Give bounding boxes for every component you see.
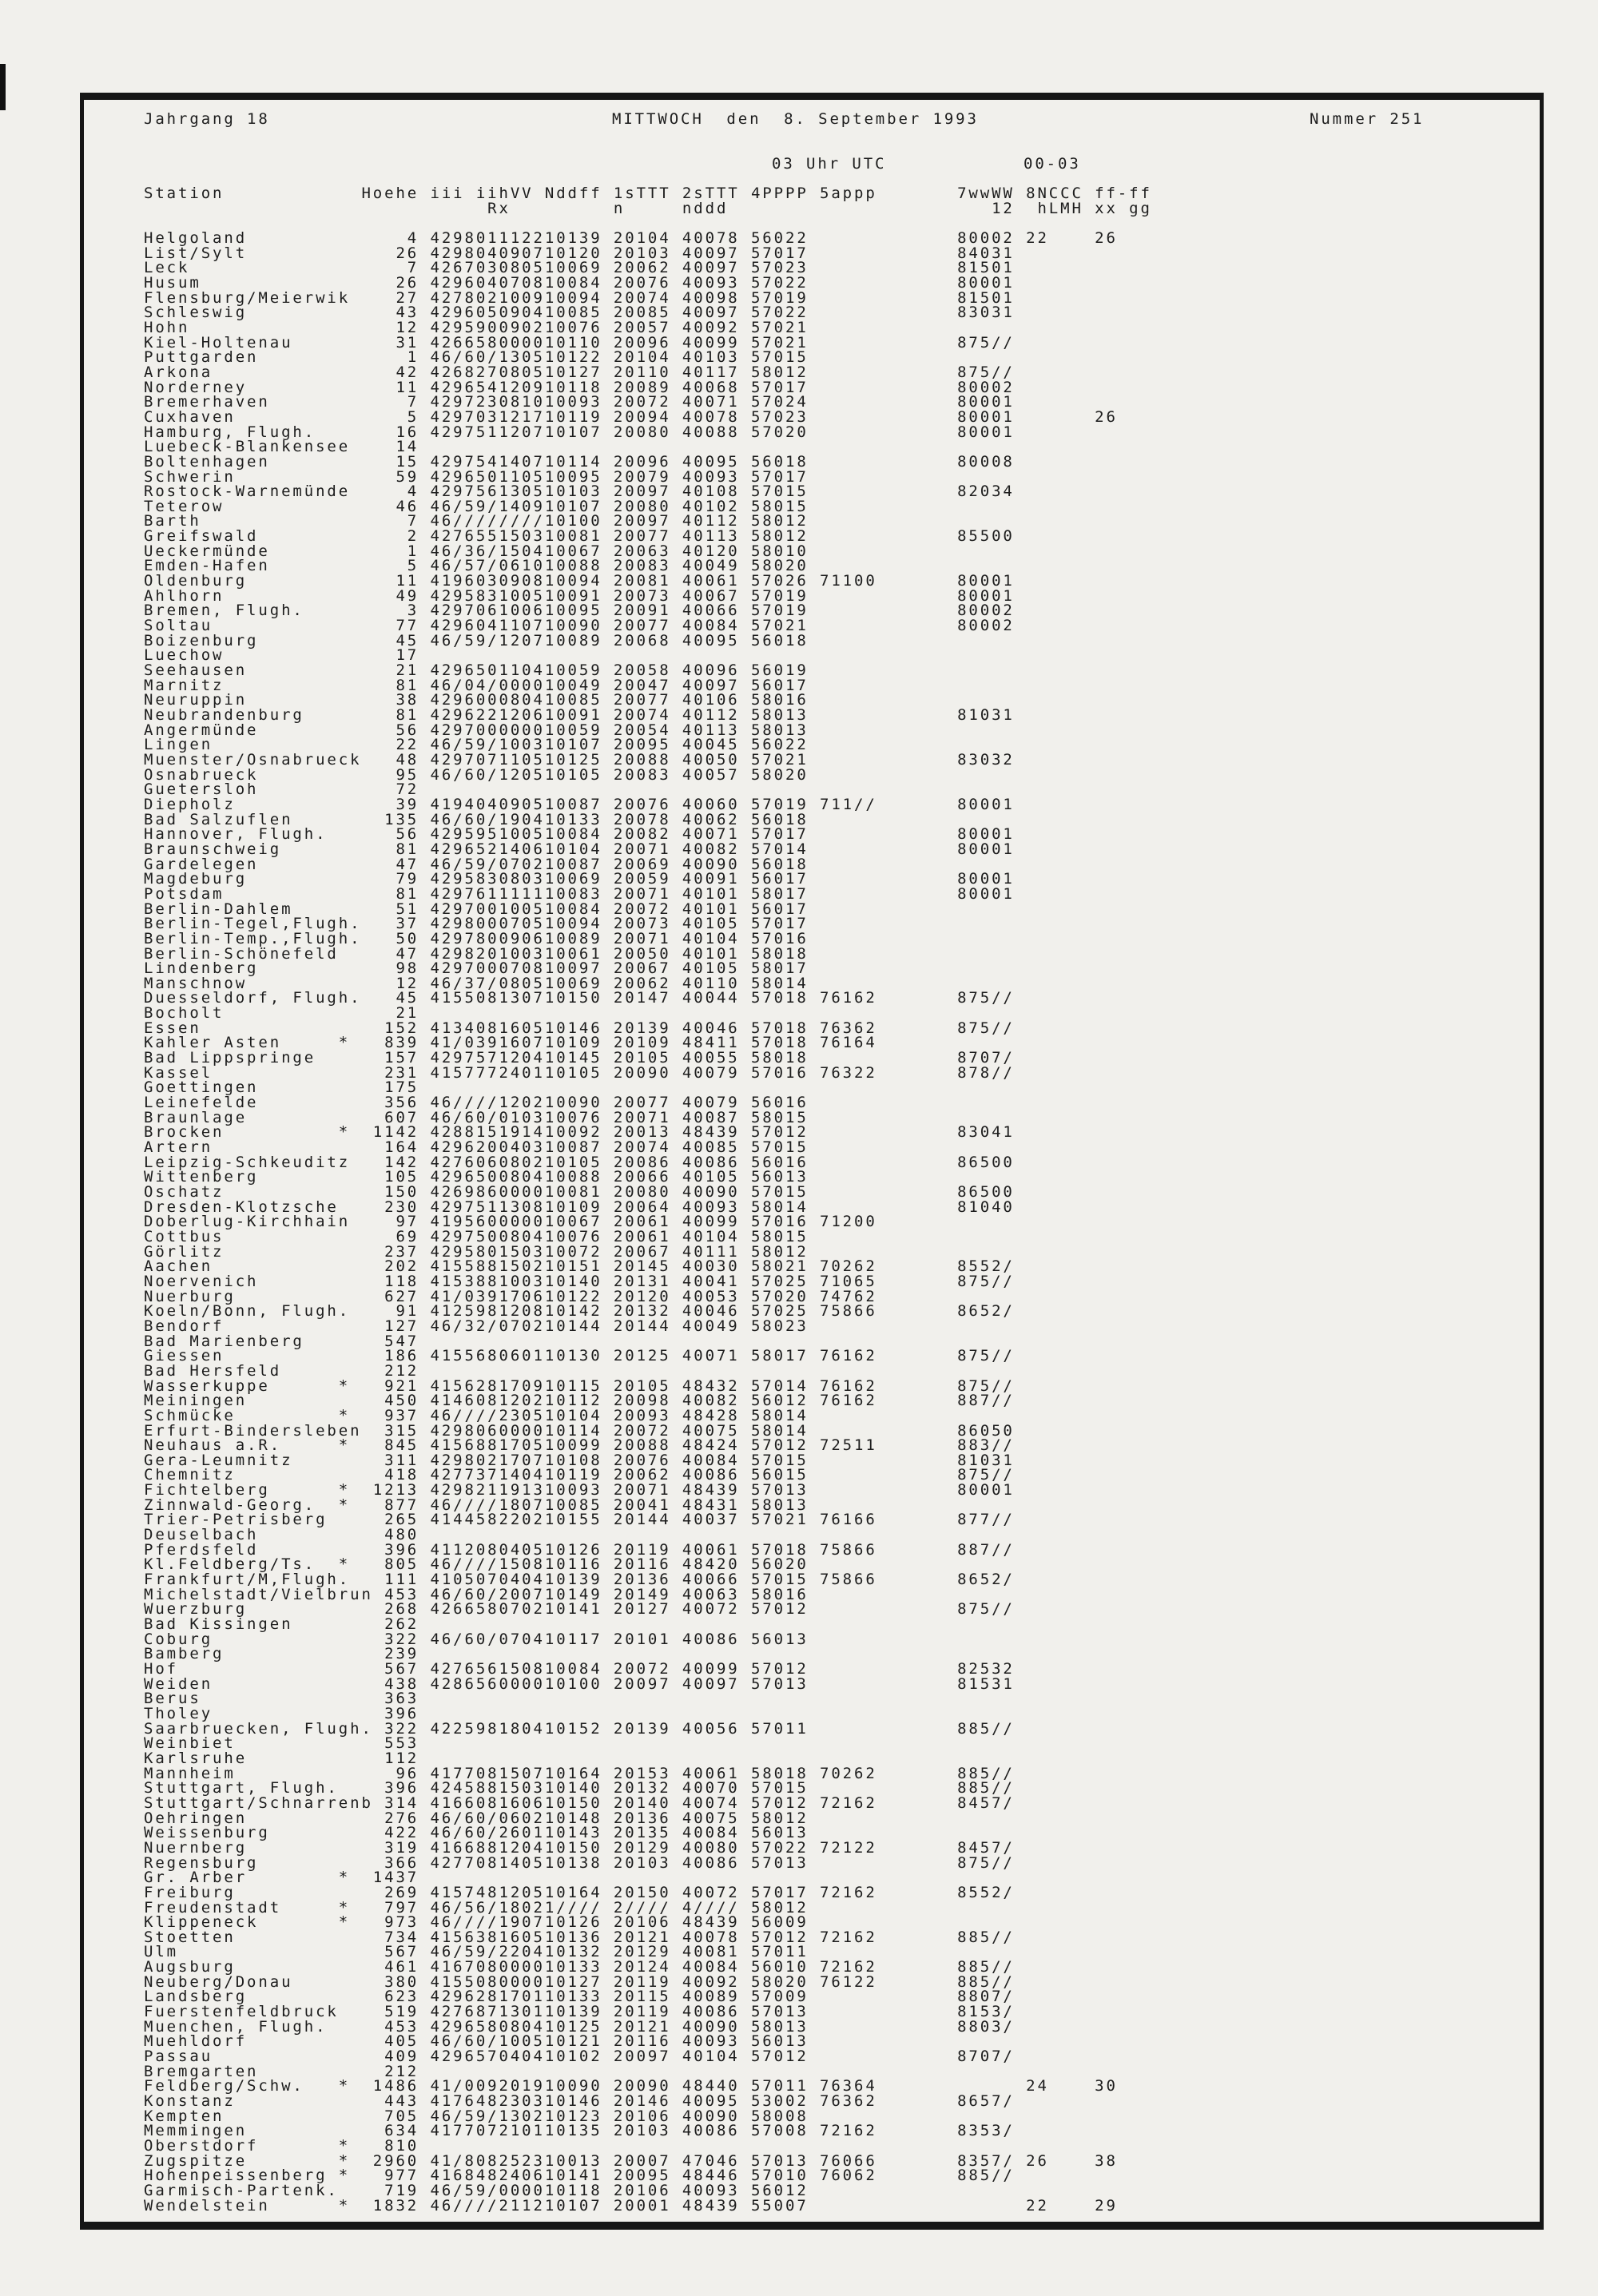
station-row: Goettingen 175: [144, 1078, 419, 1097]
station-row: Stuttgart/Schnarrenb 314 416608160610150 20140 40074 57012 72162 8457/: [144, 1794, 1015, 1812]
station-row: Schmücke * 937 46////230510104 20093 48428 58014: [144, 1406, 809, 1424]
station-row: Giessen 186 415568060110130 20125 40071 58017 76162 875//: [144, 1347, 1015, 1365]
journal-volume: Jahrgang 18: [144, 110, 270, 128]
station-row: Cottbus 69 429750080410076 20061 40104 58015: [144, 1227, 809, 1245]
station-row: Brocken * 1142 428815191410092 20013 48439 57012 83041: [144, 1123, 1015, 1142]
station-row: Hohn 12 429590090210076 20057 40092 57021: [144, 318, 809, 336]
station-row: Flensburg/Meierwik 27 427802100910094 20074 40098 57019 81501: [144, 288, 1015, 307]
station-row: Kassel 231 415777240110105 20090 40079 57016 76322 878//: [144, 1063, 1015, 1082]
station-row: Wuerzburg 268 426658070210141 20127 40072 57012 875//: [144, 1600, 1015, 1619]
station-row: Aachen 202 415588150210151 20145 40030 58021 70262 8552/: [144, 1257, 1015, 1276]
issue-number: Nummer 251: [1310, 110, 1425, 128]
station-row: Rostock-Warnemünde 4 429756130510103 20097 40108 57015 82034: [144, 483, 1015, 501]
station-row: Regensburg 366 427708140510138 20103 40086 57013 875//: [144, 1853, 1015, 1872]
station-row: Barth 7 46////////10100 20097 40112 58012: [144, 512, 809, 530]
station-row: Stoetten 734 415638160510136 20121 40078 57012 72162 885//: [144, 1928, 1015, 1946]
station-row: Puttgarden 1 46/60/130510122 20104 40103 57015: [144, 348, 809, 367]
station-row: Greifswald 2 427655150310081 20077 40113 58012 85500: [144, 527, 1015, 546]
station-row: Seehausen 21 429650110410059 20058 40096 56019: [144, 661, 809, 680]
station-row: Klippeneck * 973 46////190710126 20106 48439 56009: [144, 1913, 809, 1932]
station-row: Chemnitz 418 427737140410119 20062 40086 56015 875//: [144, 1466, 1015, 1484]
station-row: Oehringen 276 46/60/060210148 20136 40075 58012: [144, 1809, 809, 1827]
station-row: Weiden 438 428656000010100 20097 40097 57013 81531: [144, 1674, 1015, 1693]
station-row: Neuruppin 38 429600080410085 20077 40106 58016: [144, 691, 809, 709]
station-row: Berlin-Tegel,Flugh. 37 429800070510094 20073 40105 57017: [144, 915, 809, 933]
station-row: Stuttgart, Flugh. 396 424588150310140 20132 40070 57015 885//: [144, 1779, 1015, 1797]
station-row: Meiningen 450 414608120210112 20098 40082 56012 76162 887//: [144, 1392, 1015, 1410]
station-row: Wittenberg 105 429650080410088 20066 40105 56013: [144, 1168, 809, 1186]
issue-date: MITTWOCH den 8. September 1993: [612, 110, 979, 128]
station-row: Berlin-Temp.,Flugh. 50 429780090610089 20071 40104 57016: [144, 929, 809, 947]
station-row: Muenchen, Flugh. 453 429658080410125 20121 40090 58013 8803/: [144, 2017, 1015, 2036]
station-row: Freudenstadt * 797 46/56/18021//// 2//// 4//// 58012: [144, 1898, 809, 1917]
station-row: List/Sylt 26 429804090710120 20103 40097 57017 84031: [144, 244, 1015, 262]
scan-edge-artifact: [0, 64, 6, 110]
station-row: Lindenberg 98 429700070810097 20067 40105 58017: [144, 959, 809, 978]
station-row: Zinnwald-Georg. * 877 46////180710085 20041 48431 58013: [144, 1496, 809, 1514]
station-row: Saarbruecken, Flugh. 322 422598180410152 20139 40056 57011 885//: [144, 1719, 1015, 1738]
station-table: [144, 231, 1118, 2213]
station-row: Nuernberg 319 416688120410150 20129 40080 57022 72122 8457/: [144, 1838, 1015, 1857]
station-row: Coburg 322 46/60/070410117 20101 40086 56013: [144, 1630, 809, 1648]
station-row: Bad Lippspringe 157 429757120410145 20105 40055 58018 8707/: [144, 1049, 1015, 1067]
station-row: Hof 567 427656150810084 20072 40099 57012 82532: [144, 1660, 1015, 1678]
station-row: Trier-Petrisberg 265 414458220210155 20144 40037 57021 76166 877//: [144, 1511, 1015, 1529]
table-subheader-row: Rx n nddd 12 hLMH xx gg: [144, 200, 1152, 217]
station-row: Neuberg/Donau 380 415508000010127 20119 40092 58020 76122 885//: [144, 1972, 1015, 1991]
station-row: Norderney 11 429654120910118 20089 40068 57017 80002: [144, 378, 1015, 396]
station-row: Gr. Arber * 1437: [144, 1869, 419, 1887]
station-row: Frankfurt/M,Flugh. 111 410507040410139 20136 40066 57015 75866 8652/: [144, 1571, 1015, 1589]
station-row: Michelstadt/Vielbrun 453 46/60/200710149 20149 40063 58016: [144, 1585, 809, 1603]
station-row: Muenster/Osnabrueck 48 429707110510125 20088 40050 57021 83032: [144, 750, 1015, 769]
station-row: Schwerin 59 429650110510095 20079 40093 57017: [144, 467, 809, 486]
station-row: Augsburg 461 416708000010133 20124 40084 56010 72162 885//: [144, 1958, 1015, 1976]
station-row: Kempten 705 46/59/130210123 20106 40090 58008: [144, 2107, 809, 2125]
station-row: Pferdsfeld 396 411208040510126 20119 40061 57018 75866 887//: [144, 1540, 1015, 1559]
station-row: Nuerburg 627 41/039170610122 20120 40053 57020 74762: [144, 1287, 877, 1305]
station-row: Fuerstenfeldbruck 519 427687130110139 20119 40086 57013 8153/: [144, 2003, 1015, 2021]
station-row: Kl.Feldberg/Ts. * 805 46////150810116 20116 48420 56020: [144, 1555, 809, 1574]
station-row: Bad Hersfeld 212: [144, 1361, 419, 1380]
station-row: Oschatz 150 426986000010081 20080 40090 57015 86500: [144, 1183, 1015, 1201]
station-row: Bad Salzuflen 135 46/60/190410133 20078 40062 56018: [144, 810, 809, 828]
station-row: Luechow 17: [144, 646, 419, 665]
station-row: Leck 7 426703080510069 20062 40097 57023 81501: [144, 259, 1015, 277]
station-row: Görlitz 237 429580150310072 20067 40111 58012: [144, 1242, 809, 1261]
station-row: Ulm 567 46/59/220410132 20129 40081 57011: [144, 1943, 809, 1961]
observation-time-label: 03 Uhr UTC: [772, 155, 887, 173]
station-row: Angermünde 56 429700000010059 20054 40113 58013: [144, 721, 809, 739]
station-row: Diepholz 39 419404090510087 20076 40060 57019 711// 80001: [144, 795, 1015, 813]
station-row: Koeln/Bonn, Flugh. 91 412598120810142 20132 40046 57025 75866 8652/: [144, 1302, 1015, 1321]
station-row: Marnitz 81 46/04/000010049 20047 40097 56017: [144, 676, 809, 694]
station-row: Lingen 22 46/59/100310107 20095 40045 56022: [144, 736, 809, 754]
station-row: Kiel-Holtenau 31 426658000010110 20096 40099 57021 875//: [144, 333, 1015, 352]
station-row: Oberstdorf * 810: [144, 2137, 419, 2155]
station-row: Arkona 42 426827080510127 20110 40117 58012 875//: [144, 363, 1015, 381]
station-row: Braunlage 607 46/60/010310076 20071 40087 58015: [144, 1108, 809, 1126]
station-row: Mannheim 96 417708150710164 20153 40061 58018 70262 885//: [144, 1764, 1015, 1782]
station-row: Emden-Hafen 5 46/57/061010088 20083 40049 58020: [144, 557, 809, 575]
table-header-row: Station Hoehe iii iihVV Nddff 1sTTT 2sTTT 4PPPP 5appp 7wwWW 8NCCC ff-ff: [144, 185, 1152, 202]
station-row: Berlin-Schönefeld 47 429820100310061 20050 40101 58018: [144, 944, 809, 963]
station-row: Hamburg, Flugh. 16 429751120710107 20080 40088 57020 80001: [144, 423, 1015, 441]
station-row: Leinefelde 356 46////120210090 20077 40079 56016: [144, 1094, 809, 1112]
observation-period-label: 00-03: [1024, 155, 1081, 173]
station-row: Muehldorf 405 46/60/100510121 20116 40093 56013: [144, 2032, 809, 2051]
station-row: Magdeburg 79 429583080310069 20059 40091 56017 80001: [144, 870, 1015, 888]
station-row: Bendorf 127 46/32/070210144 20144 40049 58023: [144, 1317, 809, 1335]
station-row: Berus 363: [144, 1690, 419, 1708]
station-row: Bremgarten 212: [144, 2062, 419, 2080]
station-row: Passau 409 429657040410102 20097 40104 57012 8707/: [144, 2048, 1015, 2066]
station-row: Landsberg 623 429628170110133 20115 40089 57009 8807/: [144, 1988, 1015, 2006]
station-row: Weissenburg 422 46/60/260110143 20135 40084 56013: [144, 1824, 809, 1842]
station-row: Gardelegen 47 46/59/070210087 20069 40090 56018: [144, 855, 809, 873]
station-row: Ueckermünde 1 46/36/150410067 20063 40120 58010: [144, 542, 809, 560]
station-row: Bremerhaven 7 429723081010093 20072 40071 57024 80001: [144, 393, 1015, 411]
station-row: Boizenburg 45 46/59/120710089 20068 40095 56018: [144, 631, 809, 649]
station-row: Weinbiet 553: [144, 1734, 419, 1753]
station-row: Feldberg/Schw. * 1486 41/009201910090 20090 48440 57011 76364 24 30: [144, 2077, 1118, 2095]
station-row: Wendelstein * 1832 46////211210107 20001 48439 55007 22 29: [144, 2196, 1118, 2215]
station-row: Wasserkuppe * 921 415628170910115 20105 48432 57014 76162 875//: [144, 1376, 1015, 1395]
station-row: Tholey 396: [144, 1704, 419, 1722]
station-row: Noervenich 118 415388100310140 20131 40041 57025 71065 875//: [144, 1272, 1015, 1290]
station-row: Cuxhaven 5 429703121710119 20094 40078 57023 80001 26: [144, 407, 1118, 426]
station-row: Bad Kissingen 262: [144, 1615, 419, 1634]
station-row: Gera-Leumnitz 311 429802170710108 20076 40084 57015 81031: [144, 1451, 1015, 1469]
station-row: Neuhaus a.R. * 845 415688170510099 20088 48424 57012 72511 883//: [144, 1436, 1015, 1455]
station-row: Hannover, Flugh. 56 429595100510084 20082 40071 57017 80001: [144, 825, 1015, 844]
station-row: Oldenburg 11 419603090810094 20081 40061 57026 71100 80001: [144, 572, 1015, 590]
station-row: Berlin-Dahlem 51 429700100510084 20072 40101 56017: [144, 900, 809, 918]
station-row: Hohenpeissenberg * 977 416848240610141 20095 48446 57010 76062 885//: [144, 2167, 1015, 2185]
station-row: Ahlhorn 49 429583100510091 20073 40067 57019 80001: [144, 586, 1015, 605]
station-row: Kahler Asten * 839 41/039160710109 20109 48411 57018 76164: [144, 1034, 877, 1052]
station-row: Zugspitze * 2960 41/808252310013 20007 47046 57013 76066 8357/ 26 38: [144, 2151, 1118, 2170]
station-row: Guetersloh 72: [144, 781, 419, 799]
station-row: Bad Marienberg 547: [144, 1332, 419, 1350]
station-row: Bamberg 239: [144, 1645, 419, 1663]
station-row: Duesseldorf, Flugh. 45 415508130710150 20147 40044 57018 76162 875//: [144, 989, 1015, 1007]
station-row: Helgoland 4 429801112210139 20104 40078 56022 80002 22 26: [144, 229, 1118, 247]
station-row: Artern 164 429620040310087 20074 40085 57015: [144, 1138, 809, 1157]
station-row: Bremen, Flugh. 3 429706100610095 20091 40066 57019 80002: [144, 602, 1015, 620]
station-row: Soltau 77 429604110710090 20077 40084 57021 80002: [144, 617, 1015, 635]
station-row: Doberlug-Kirchhain 97 419560000010067 20061 40099 57016 71200: [144, 1213, 877, 1231]
station-row: Karlsruhe 112: [144, 1749, 419, 1767]
station-row: Deuselbach 480: [144, 1526, 419, 1544]
station-row: Manschnow 12 46/37/080510069 20062 40110 58014: [144, 974, 809, 992]
station-row: Braunschweig 81 429652140610104 20071 40082 57014 80001: [144, 840, 1015, 858]
station-row: Fichtelberg * 1213 429821191310093 20071 48439 57013 80001: [144, 1481, 1015, 1500]
station-row: Bocholt 21: [144, 1004, 419, 1023]
station-row: Boltenhagen 15 429754140710114 20096 40095 56018 80008: [144, 452, 1015, 471]
station-row: Garmisch-Partenk. 719 46/59/000010118 20106 40093 56012: [144, 2181, 809, 2199]
station-row: Memmingen 634 417707210110135 20103 40086 57008 72162 8353/: [144, 2122, 1015, 2140]
station-row: Leipzig-Schkeuditz 142 427606080210105 20086 40086 56016 86500: [144, 1153, 1015, 1171]
station-row: Neubrandenburg 81 429622120610091 20074 40112 58013 81031: [144, 706, 1015, 724]
station-row: Husum 26 429604070810084 20076 40093 57022 80001: [144, 273, 1015, 292]
station-row: Freiburg 269 415748120510164 20150 40072 57017 72162 8552/: [144, 1883, 1015, 1901]
station-row: Osnabrueck 95 46/60/120510105 20083 40057 58020: [144, 765, 809, 784]
station-row: Dresden-Klotzsche 230 429751130810109 20064 40093 58014 81040: [144, 1198, 1015, 1216]
station-row: Erfurt-Bindersleben 315 429806000010114 20072 40075 58014 86050: [144, 1421, 1015, 1440]
station-row: Potsdam 81 429761111110083 20071 40101 58017 80001: [144, 884, 1015, 903]
station-row: Teterow 46 46/59/140910107 20080 40102 58015: [144, 497, 809, 515]
station-row: Konstanz 443 417648230310146 20146 40095 53002 76362 8657/: [144, 2092, 1015, 2111]
station-row: Luebeck-Blankensee 14: [144, 438, 419, 456]
station-row: Essen 152 413408160510146 20139 40046 57018 76362 875//: [144, 1019, 1015, 1037]
station-row: Schleswig 43 429605090410085 20085 40097 57022 83031: [144, 304, 1015, 322]
